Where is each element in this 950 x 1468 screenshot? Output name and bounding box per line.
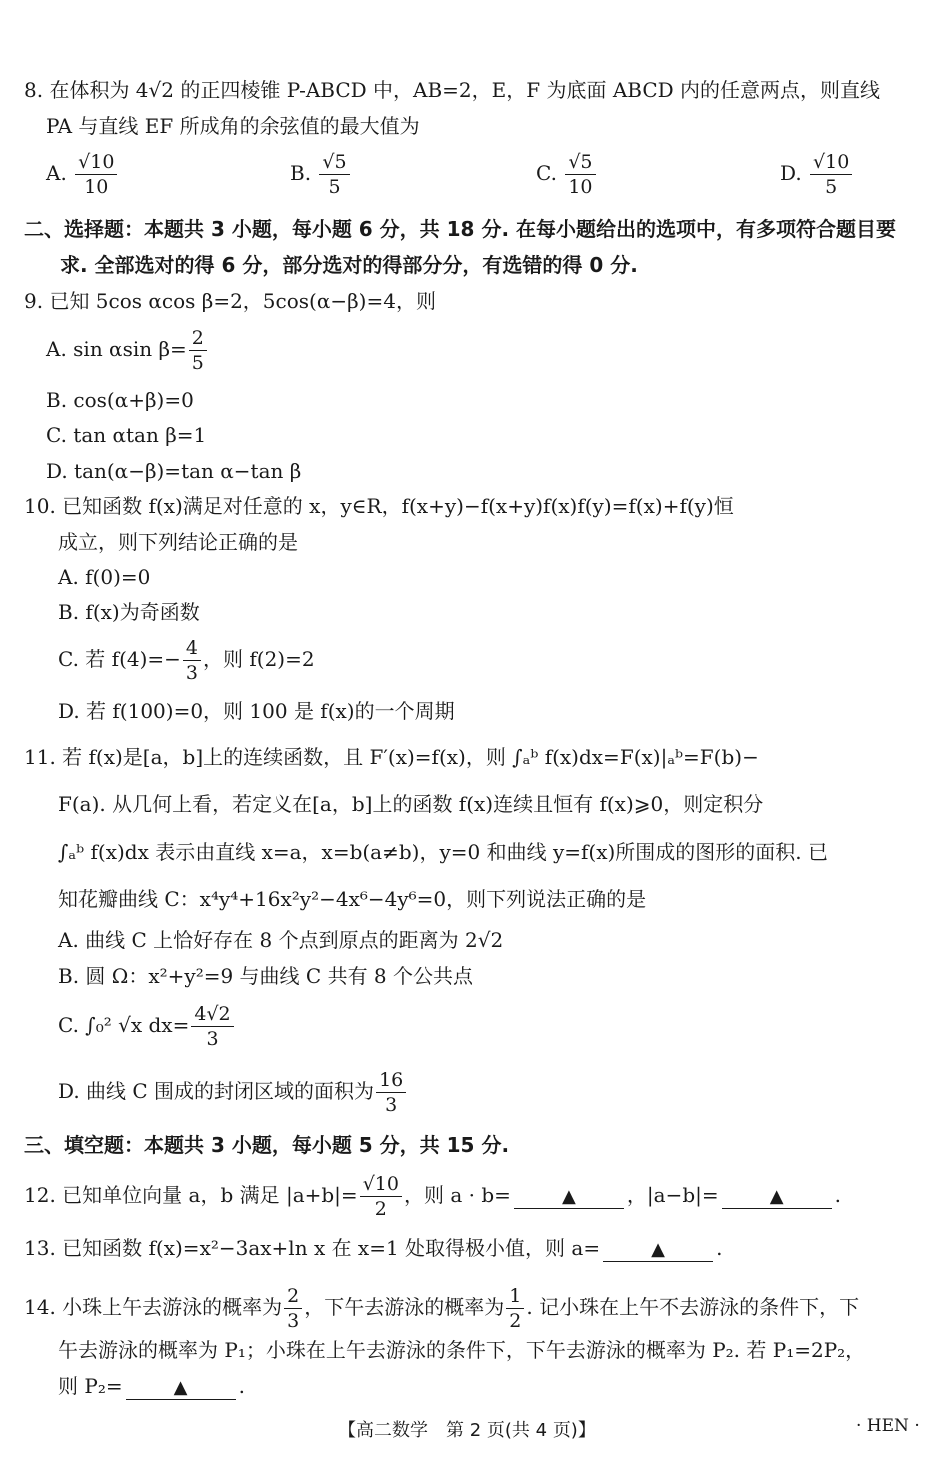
section2-line2: 求. 全部选对的得 6 分，部分选对的得部分分，有选错的得 0 分. bbox=[60, 253, 638, 277]
q11-line4: 知花瓣曲线 C：x⁴y⁴+16x²y²−4x⁶−4y⁶=0，则下列说法正确的是 bbox=[58, 887, 647, 911]
q9-stem: 9. 已知 5cos αcos β=2，5cos(α−β)=4，则 bbox=[24, 289, 436, 313]
q11-line3: ∫ₐᵇ f(x)dx 表示由直线 x=a，x=b(a≠b)，y=0 和曲线 y=f(x)所围成的图形的面积. 已 bbox=[58, 840, 829, 864]
section3-line1: 三、填空题：本题共 3 小题，每小题 5 分，共 15 分. bbox=[24, 1133, 510, 1157]
q10-option-b: B. f(x)为奇函数 bbox=[58, 600, 200, 624]
q8-option-b: B. $\frac{√5}{5}$ bbox=[290, 150, 352, 199]
answer-blank-1: ▲ bbox=[514, 1186, 624, 1209]
footer-code: · HEN · bbox=[856, 1416, 920, 1436]
section2-line1: 二、选择题：本题共 3 小题，每小题 6 分，共 18 分. 在每小题给出的选项中，有多项符合题目要 bbox=[24, 217, 897, 241]
q13: 13. 已知函数 f(x)=x²−3ax+ln x 在 x=1 处取得极小值，则 a= ▲ . bbox=[24, 1236, 723, 1260]
q11-option-a: A. 曲线 C 上恰好存在 8 个点到原点的距离为 2√2 bbox=[58, 928, 504, 952]
q11-option-b: B. 圆 Ω：x²+y²=9 与曲线 C 共有 8 个公共点 bbox=[58, 964, 474, 988]
q9-option-c: C. tan αtan β=1 bbox=[46, 423, 207, 447]
q8-line2: PA 与直线 EF 所成角的余弦值的最大值为 bbox=[46, 114, 420, 138]
answer-blank: ▲ bbox=[126, 1377, 236, 1400]
fraction: $\frac{2}{3}$ bbox=[284, 1284, 302, 1333]
q10-line2: 成立，则下列结论正确的是 bbox=[58, 530, 298, 554]
fraction: $\frac{4}{3}$ bbox=[183, 636, 201, 685]
fraction: $\frac{√5}{10}$ bbox=[565, 150, 595, 199]
q8-option-d: D. $\frac{√10}{5}$ bbox=[780, 150, 854, 199]
q14-line1: 14. 小珠上午去游泳的概率为 $\frac{2}{3}$ ，下午去游泳的概率为 $\frac{1}{2}$ . 记小珠在上午不去游泳的条件下，下 bbox=[24, 1285, 860, 1332]
fraction: $\frac{√10}{10}$ bbox=[75, 150, 117, 199]
fraction: $\frac{√10}{2}$ bbox=[360, 1172, 402, 1221]
q10-line1: 10. 已知函数 f(x)满足对任意的 x，y∈R，f(x+y)−f(x+y)f(x)f(y)=f(x)+f(y)恒 bbox=[24, 494, 734, 518]
fraction: $\frac{√5}{5}$ bbox=[319, 150, 349, 199]
fraction: $\frac{1}{2}$ bbox=[506, 1284, 524, 1333]
q12: 12. 已知单位向量 a，b 满足 |a+b|= $\frac{√10}{2}$ ，则 a · b= ▲ ，|a−b|= ▲ . bbox=[24, 1173, 841, 1220]
page-footer bbox=[0, 1412, 950, 1448]
fraction: $\frac{2}{5}$ bbox=[189, 326, 207, 375]
q8-option-c: C. $\frac{√5}{10}$ bbox=[536, 150, 598, 199]
fraction: $\frac{16}{3}$ bbox=[376, 1068, 406, 1117]
q8-option-a: A. $\frac{√10}{10}$ bbox=[46, 150, 119, 199]
answer-blank: ▲ bbox=[603, 1239, 713, 1262]
q11-option-c: C. ∫₀² √x dx= $\frac{4√2}{3}$ bbox=[58, 1002, 236, 1051]
page-number: 【高二数学 第 2 页(共 4 页)】 bbox=[338, 1420, 596, 1441]
q10-option-c: C. 若 f(4)=− $\frac{4}{3}$ ，则 f(2)=2 bbox=[58, 637, 315, 684]
fraction: $\frac{4√2}{3}$ bbox=[191, 1002, 233, 1051]
q11-line1: 11. 若 f(x)是[a，b]上的连续函数，且 F′(x)=f(x)，则 ∫ₐᵇ f(x)dx=F(x)|ₐᵇ=F(b)− bbox=[24, 745, 759, 769]
q14-line2: 午去游泳的概率为 P₁；小珠在上午去游泳的条件下，下午去游泳的概率为 P₂. 若 P₁=2P₂， bbox=[58, 1338, 866, 1362]
q11-option-d: D. 曲线 C 围成的封闭区域的面积为 $\frac{16}{3}$ bbox=[58, 1068, 408, 1117]
q10-option-a: A. f(0)=0 bbox=[58, 565, 151, 589]
q9-option-a: A. sin αsin β= $\frac{2}{5}$ bbox=[46, 326, 209, 375]
q8-line1: 8. 在体积为 4√2 的正四棱锥 P-ABCD 中，AB=2，E，F 为底面 ABCD 内的任意两点，则直线 bbox=[24, 78, 881, 102]
q14-line3: 则 P₂= ▲ . bbox=[58, 1374, 245, 1398]
q10-option-d: D. 若 f(100)=0，则 100 是 f(x)的一个周期 bbox=[58, 699, 455, 723]
q11-line2: F(a). 从几何上看，若定义在[a，b]上的函数 f(x)连续且恒有 f(x)⩾0，则定积分 bbox=[58, 792, 764, 816]
q9-option-b: B. cos(α+β)=0 bbox=[46, 388, 194, 412]
answer-blank-2: ▲ bbox=[722, 1186, 832, 1209]
q9-option-d: D. tan(α−β)=tan α−tan β bbox=[46, 459, 302, 483]
fraction: $\frac{√10}{5}$ bbox=[810, 150, 852, 199]
